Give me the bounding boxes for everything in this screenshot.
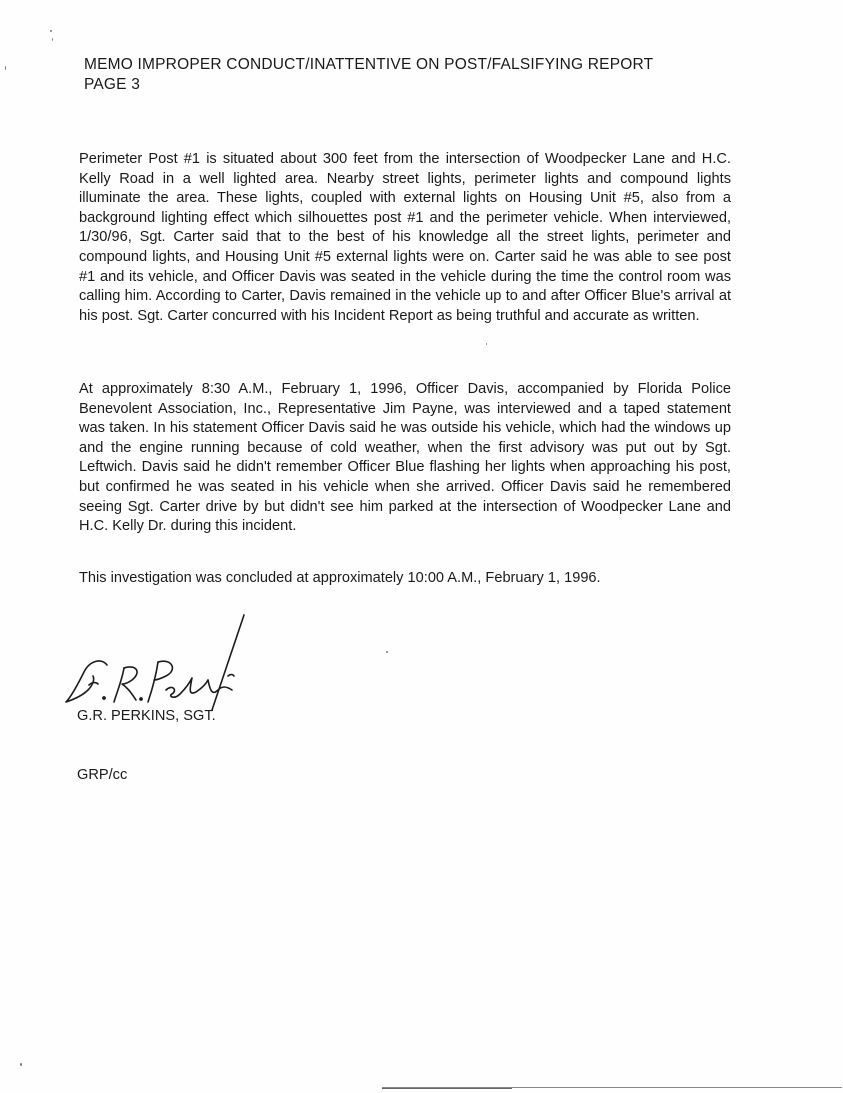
scan-speck — [20, 1063, 22, 1066]
scan-speck — [50, 30, 52, 32]
body-paragraph-2: At approximately 8:30 A.M., February 1, 1996, Officer Davis, accompanied by Florida Police Benevolent Association, Inc., Representative Jim Payne, was interviewed and a taped statement was taken. In his statement Officer Davis said he was outside his vehicle, which had the windows up and the engine running because of cold weather, when the first advisory was put out by Sgt. Leftwich. Davis said he didn't remember Officer Blue flashing her lights when approaching his post, but confirmed he was seated in his vehicle when she arrived. Officer Davis said he remembered seeing Sgt. Carter drive by but didn't see him parked at the intersection of Woodpecker Lane and H.C. Kelly Dr. during this incident. — [79, 381, 731, 535]
signer-name: G.R. PERKINS, SGT. — [77, 708, 216, 724]
page-number: PAGE 3 — [84, 76, 141, 93]
typist-initials: GRP/cc — [77, 767, 128, 783]
scan-speck — [5, 66, 6, 70]
scan-speck — [486, 343, 487, 345]
body-paragraph-1: Perimeter Post #1 is situated about 300 feet from the intersection of Woodpecker Lane and H.C. Kelly Road in a well lighted area. Nearby street lights, perimeter lights and compound lights illuminate the area. These lights, coupled with external lights on Housing Unit #5, also from a background lighting effect which silhouettes post #1 and the perimeter vehicle. When interviewed, 1/30/96, Sgt. Carter said that to the best of his knowledge all the street lights, perimeter and compound lights, and Housing Unit #5 external lights were on. Carter said he was able to see post #1 and its vehicle, and Officer Davis was seated in the vehicle during the time the control room was calling him. According to Carter, Davis remained in the vehicle up to and after Officer Blue's arrival at his post. Sgt. Carter concurred with his Incident Report as being truthful and accurate as written. — [79, 151, 731, 324]
handwritten-signature — [62, 610, 262, 720]
scan-speck — [386, 651, 388, 653]
scan-edge-line — [382, 1088, 512, 1089]
scan-speck — [52, 38, 53, 41]
body-paragraph-3: This investigation was concluded at approximately 10:00 A.M., February 1, 1996. — [79, 570, 601, 586]
scan-edge-line — [382, 1087, 842, 1088]
memo-header — [84, 55, 653, 95]
memo-title: MEMO IMPROPER CONDUCT/INATTENTIVE ON POST/FALSIFYING REPORT — [84, 56, 654, 73]
